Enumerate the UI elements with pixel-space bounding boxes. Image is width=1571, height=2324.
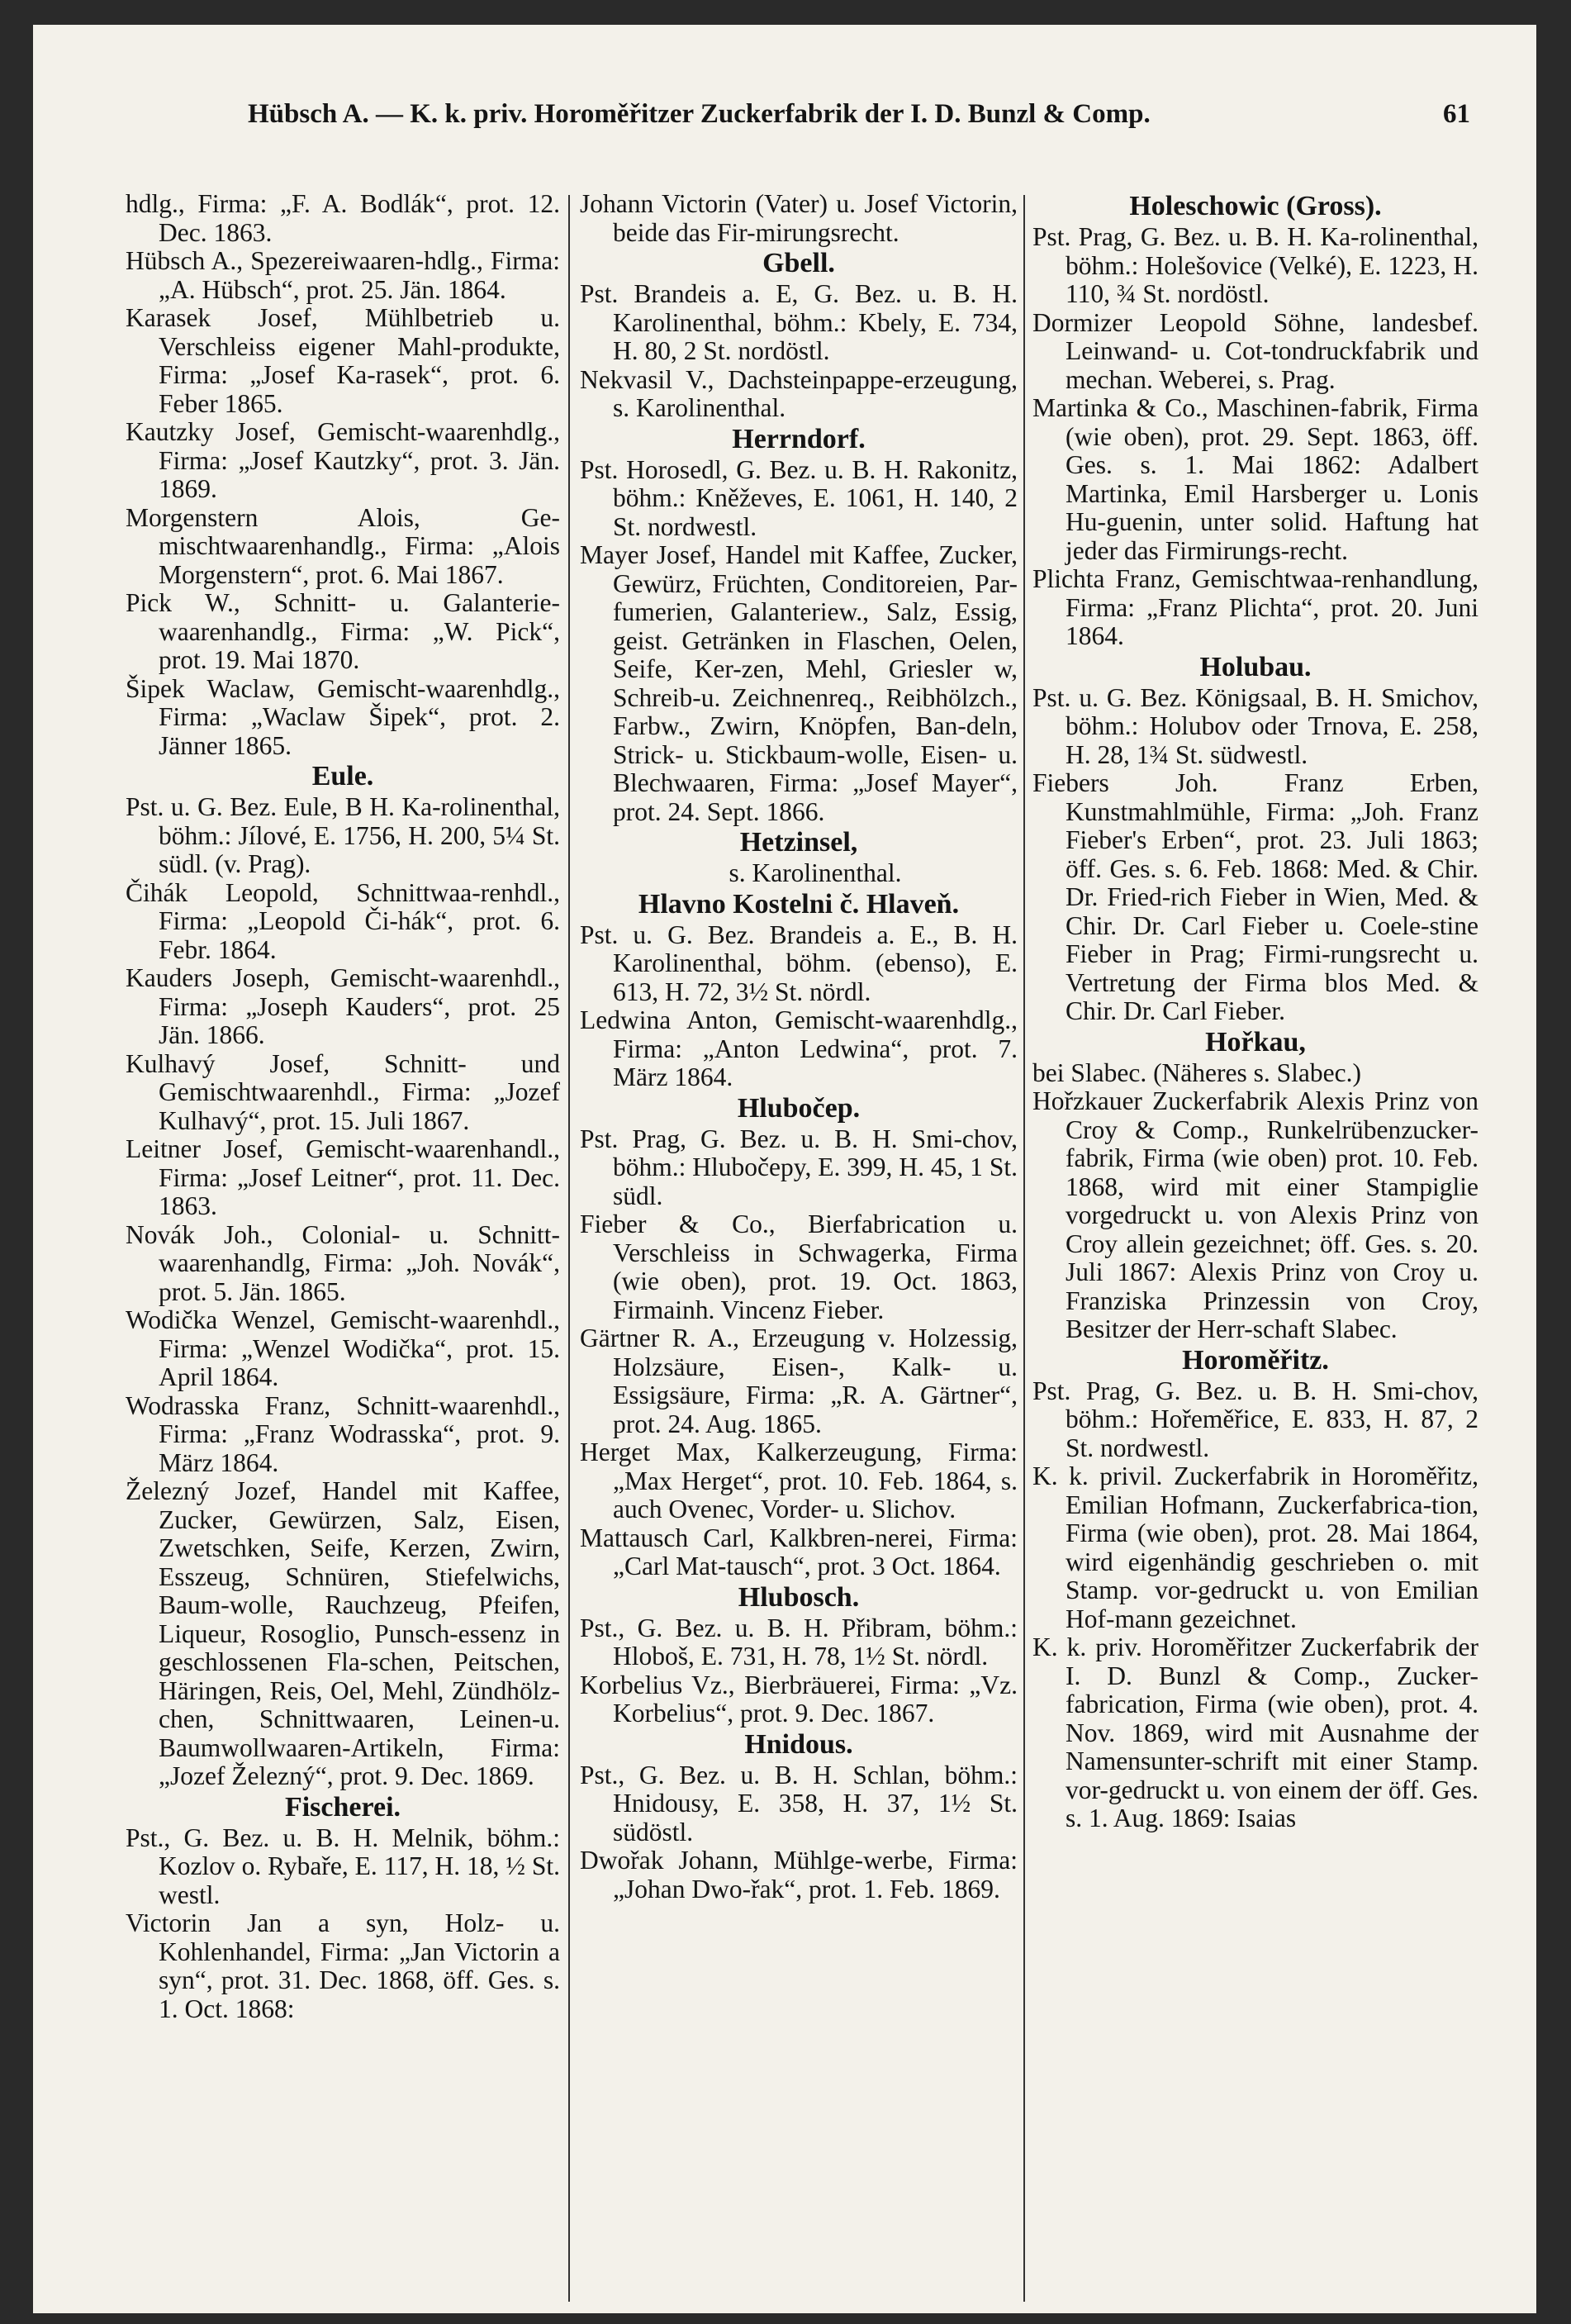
- place-heading: Hetzinsel,: [739, 827, 858, 858]
- directory-entry: Fieber & Co., Bierfabrication u. Verschleiss in Schwagerka, Firma (wie oben), prot. 19. Oct. 1863, Firmainh. Vincenz Fieber.: [580, 1210, 1018, 1324]
- directory-entry: Johann Victorin (Vater) u. Josef Victorin, beide das Fir-mirungsrecht.: [580, 189, 1018, 247]
- place-heading: Eule.: [311, 761, 374, 791]
- directory-entry: Hübsch A., Spezereiwaaren-hdlg., Firma: „A. Hübsch“, prot. 25. Jän. 1864.: [126, 246, 560, 304]
- directory-entry: Victorin Jan a syn, Holz- u. Kohlenhandel, Firma: „Jan Victorin a syn“, prot. 31. Dec. 1868, öff. Ges. s. 1. Oct. 1868:: [126, 1908, 560, 2023]
- column-rule: [568, 195, 570, 2302]
- column-middle: [580, 190, 1018, 1903]
- directory-entry: Dormizer Leopold Söhne, landesbef. Leinwand- u. Cot-tondruckfabrik und mechan. Weberei, s. Prag.: [1032, 307, 1478, 394]
- directory-entry: Šipek Waclaw, Gemischt-waarenhdlg., Firma: „Waclaw Šipek“, prot. 2. Jänner 1865.: [126, 673, 560, 760]
- directory-entry: Pst. u. G. Bez. Königsaal, B. H. Smichov, böhm.: Holubov oder Trnova, E. 258, H. 28, 1¾ St. südwestl.: [1032, 682, 1478, 769]
- directory-entry: Morgenstern Alois, Ge-mischtwaarenhandlg., Firma: „Alois Morgenstern“, prot. 6. Mai 1867.: [126, 502, 560, 589]
- directory-entry: Ledwina Anton, Gemischt-waarenhdlg., Firma: „Anton Ledwina“, prot. 7. März 1864.: [580, 1005, 1018, 1091]
- directory-entry: Pst., G. Bez. u. B. H. Melnik, böhm.: Kozlov o. Rybaře, E. 117, H. 18, ½ St. westl.: [126, 1823, 560, 1909]
- directory-entry: Korbelius Vz., Bierbräuerei, Firma: „Vz. Korbelius“, prot. 9. Dec. 1867.: [580, 1670, 1018, 1728]
- directory-entry: Dwořak Johann, Mühlge-werbe, Firma: „Johan Dwo-řak“, prot. 1. Feb. 1869.: [580, 1846, 1018, 1903]
- running-head-title: Hübsch A. — K. k. priv. Horoměřitzer Zuckerfabrik der I. D. Bunzl & Comp.: [248, 99, 1151, 129]
- directory-entry: Wodrasska Franz, Schnitt-waarenhdl., Firma: „Franz Wodrasska“, prot. 9. März 1864.: [126, 1390, 560, 1477]
- directory-entry: Železný Jozef, Handel mit Kaffee, Zucker, Gewürzen, Salz, Eisen, Zwetschken, Seife, Kerzen, Zwirn, Esszeug, Schnüren, Stiefelwichs, Baum-wolle, Rauchzeug, Pfeifen, Liqueur, Rosoglio, Punsch-essenz in geschlossenen Fla-schen, Peitschen, Häringen, Reis, Oel, Mehl, Zündhölz-chen, Schnittwaaren, Leinen-u. Baumwollwaaren-Artikeln, Firma: „Jozef Železný“, prot. 9. Dec. 1869.: [126, 1476, 560, 1790]
- directory-entry: Pst. Brandeis a. E, G. Bez. u. B. H. Karolinenthal, böhm.: Kbely, E. 734, H. 80, 2 St. nordöstl.: [580, 279, 1018, 365]
- directory-entry: Nekvasil V., Dachsteinpappe-erzeugung, s. Karolinenthal.: [580, 364, 1018, 422]
- directory-entry: Pst. Horosedl, G. Bez. u. B. H. Rakonitz, böhm.: Kněževes, E. 1061, H. 140, 2 St. nordwestl.: [580, 454, 1018, 541]
- place-heading: Hořkau,: [1205, 1026, 1306, 1057]
- directory-entry: Pst. Prag, G. Bez. u. B. H. Ka-rolinenthal, böhm.: Holešovice (Velké), E. 1223, H. 110, ¾ St. nordöstl.: [1032, 222, 1478, 308]
- directory-entry: Kauders Joseph, Gemischt-waarenhdl., Firma: „Joseph Kauders“, prot. 25 Jän. 1866.: [126, 963, 560, 1049]
- directory-entry: hdlg., Firma: „F. A. Bodlák“, prot. 12. Dec. 1863.: [126, 189, 560, 247]
- place-heading: Hnidous.: [744, 1728, 853, 1760]
- directory-entry: Pst. Prag, G. Bez. u. B. H. Smi-chov, böhm.: Hořeměřice, E. 833, H. 87, 2 St. nordwestl.: [1032, 1376, 1478, 1462]
- place-heading: Holubau.: [1199, 651, 1312, 682]
- directory-entry: Pst., G. Bez. u. B. H. Schlan, böhm.: Hnidousy, E. 358, H. 37, 1½ St. südöstl.: [580, 1760, 1018, 1846]
- place-heading: Horoměřitz.: [1182, 1344, 1329, 1376]
- directory-entry: Hořzkauer Zuckerfabrik Alexis Prinz von Croy & Comp., Runkelrübenzucker-fabrik, Firma (wie oben) prot. 10. Feb. 1868, wird mit einer Stampiglie vorgedruckt u. von Alexis Prinz von Croy allein gezeichnet; öff. Ges. s. 20. Juli 1867: Alexis Prinz von Croy u. Franziska Prinzessin von Croy, Besitzer der Herr-schaft Slabec.: [1032, 1086, 1478, 1343]
- directory-entry: Gärtner R. A., Erzeugung v. Holzessig, Holzsäure, Eisen-, Kalk- u. Essigsäure, Firma: „R. A. Gärtner“, prot. 24. Aug. 1865.: [580, 1324, 1018, 1438]
- directory-entry: Wodička Wenzel, Gemischt-waarenhdl., Firma: „Wenzel Wodička“, prot. 15. April 1864.: [126, 1305, 560, 1391]
- directory-entry: Pst. u. G. Bez. Brandeis a. E., B. H. Karolinenthal, böhm. (ebenso), E. 613, H. 72, 3½ St. nördl.: [580, 920, 1018, 1006]
- directory-entry: K. k. privil. Zuckerfabrik in Horoměřitz, Emilian Hofmann, Zuckerfabrica-tion, Firma (wie oben), prot. 28. Mai 1864, wird eigenhändig geschrieben o. mit Stamp. vor-gedruckt u. von Emilian Hof-mann gezeichnet.: [1032, 1461, 1478, 1633]
- directory-entry: Pick W., Schnitt- u. Galanterie-waarenhandlg., Firma: „W. Pick“, prot. 19. Mai 1870.: [126, 588, 560, 674]
- directory-entry: Karasek Josef, Mühlbetrieb u. Verschleiss eigener Mahl-produkte, Firma: „Josef Ka-rasek“, prot. 6. Feber 1865.: [126, 303, 560, 418]
- directory-entry: Pst., G. Bez. u. B. H. Přibram, böhm.: Hloboš, E. 731, H. 78, 1½ St. nördl.: [580, 1613, 1018, 1671]
- place-heading: Fischerei.: [284, 1791, 401, 1823]
- directory-entry: Pst. u. G. Bez. Eule, B H. Ka-rolinenthal, böhm.: Jílové, E. 1756, H. 200, 5¼ St. südl. (v. Prag).: [126, 792, 560, 878]
- directory-entry: Herget Max, Kalkerzeugung, Firma: „Max Herget“, prot. 10. Feb. 1864, s. auch Ovenec, Vorder- u. Slichov.: [580, 1438, 1018, 1523]
- directory-entry: K. k. priv. Horoměřitzer Zuckerfabrik der I. D. Bunzl & Comp., Zucker-fabrication, Firma (wie oben), prot. 4. Nov. 1869, wird mit Ausnahme der Namensunter-schrift mit einer Stamp. vor-gedruckt u. von einem der öff. Ges. s. 1. Aug. 1869: Isaias: [1032, 1633, 1478, 1832]
- place-heading: Holeschowic (Gross).: [1129, 191, 1382, 221]
- place-heading: Herrndorf.: [732, 423, 866, 454]
- directory-entry: Pst. Prag, G. Bez. u. B. H. Smi-chov, böhm.: Hlubočepy, E. 399, H. 45, 1 St. südl.: [580, 1124, 1018, 1210]
- place-heading: Hlubosch.: [738, 1581, 860, 1613]
- directory-entry: Čihák Leopold, Schnittwaa-renhdl., Firma: „Leopold Či-hák“, prot. 6. Febr. 1864.: [126, 877, 560, 964]
- directory-entry: Leitner Josef, Gemischt-waarenhandl., Firma: „Josef Leitner“, prot. 11. Dec. 1863.: [126, 1134, 560, 1220]
- directory-entry: Kautzky Josef, Gemischt-waarenhdlg., Firma: „Josef Kautzky“, prot. 3. Jän. 1869.: [126, 417, 560, 503]
- directory-entry: Martinka & Co., Maschinen-fabrik, Firma (wie oben), prot. 29. Sept. 1863, öff. Ges. s. 1. Mai 1862: Adalbert Martinka, Emil Harsberger u. Lonis Hu-guenin, unter solid. Haftung hat jeder das Firmirungs-recht.: [1032, 393, 1478, 565]
- directory-entry: Novák Joh., Colonial- u. Schnitt-waarenhandlg, Firma: „Joh. Novák“, prot. 5. Jän. 1865.: [126, 1219, 560, 1306]
- column-right: [1032, 190, 1478, 1833]
- directory-entry: Mayer Josef, Handel mit Kaffee, Zucker, Gewürz, Früchten, Conditoreien, Par-fumerien, Galanteriew., Salz, Essig, geist. Getränken in Flaschen, Oelen, Seife, Ker-zen, Mehl, Griesler w, Schreib-u. Zeichnenreq., Reibhölzch., Farbw., Zwirn, Knöpfen, Ban-deln, Strick- u. Stickbaum-wolle, Eisen- u. Blechwaaren, Firma: „Josef Mayer“, prot. 24. Sept. 1866.: [580, 540, 1018, 826]
- directory-entry: Mattausch Carl, Kalkbren-nerei, Firma: „Carl Mat-tausch“, prot. 3 Oct. 1864.: [580, 1523, 1018, 1580]
- page-number: 61: [1443, 99, 1470, 129]
- place-heading: Hlavno Kostelni č. Hlaveň.: [638, 888, 960, 920]
- directory-entry: Plichta Franz, Gemischtwaa-renhandlung, Firma: „Franz Plichta“, prot. 20. Juni 1864.: [1032, 564, 1478, 650]
- directory-entry: Fiebers Joh. Franz Erben, Kunstmahlmühle, Firma: „Joh. Franz Fieber's Erben“, prot. 23. Juli 1863; öff. Ges. s. 6. Feb. 1868: Med. & Chir. Dr. Fried-rich Fieber in Wien, Med. & Chir. Dr. Carl Fieber u. Coele-stine Fieber in Prag; Firmi-rungsrecht u. Vertretung der Firma blos Med. & Chir. Dr. Carl Fieber.: [1032, 768, 1478, 1025]
- directory-entry: Kulhavý Josef, Schnitt- und Gemischtwaarenhdl., Firma: „Jozef Kulhavý“, prot. 15. Juli 1867.: [126, 1048, 560, 1135]
- scanned-page: [33, 25, 1536, 2313]
- cross-reference: s. Karolinenthal.: [729, 858, 902, 887]
- place-heading: Hlubočep.: [737, 1092, 861, 1124]
- column-left: [126, 190, 560, 2023]
- place-heading: Gbell.: [762, 248, 835, 278]
- note-line: bei Slabec. (Näheres s. Slabec.): [1032, 1057, 1361, 1087]
- column-rule: [1023, 195, 1025, 2302]
